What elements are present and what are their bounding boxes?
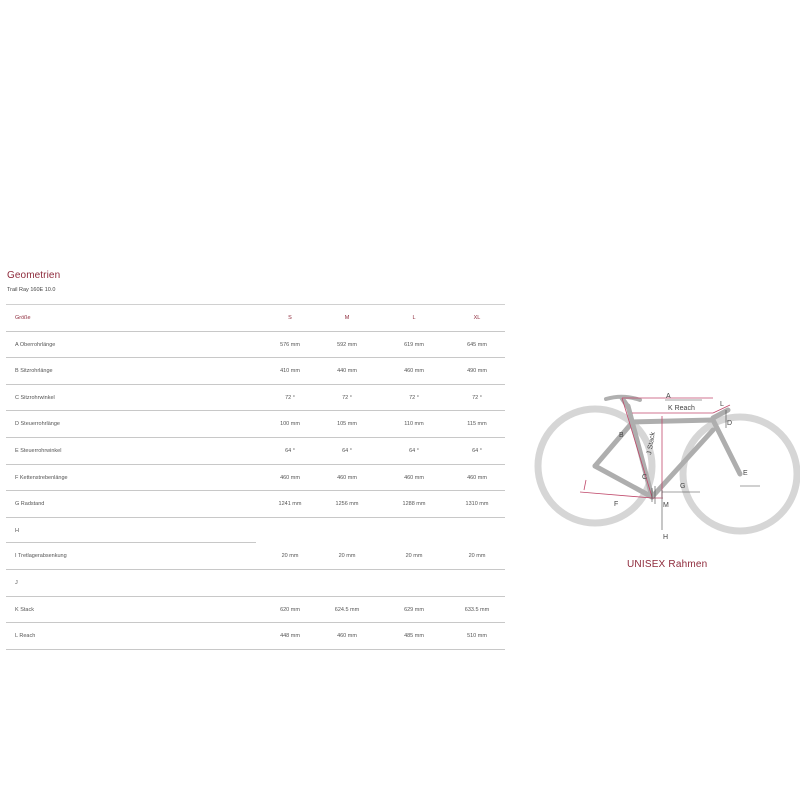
row-label: K Stack bbox=[15, 606, 34, 613]
column-header-xl: XL bbox=[473, 315, 481, 321]
table-row bbox=[6, 385, 505, 412]
table-row bbox=[6, 623, 505, 650]
table-cell: 440 mm bbox=[337, 368, 357, 375]
table-cell: 1256 mm bbox=[335, 501, 359, 508]
label-a: A bbox=[666, 393, 671, 400]
column-header-l: L bbox=[412, 315, 416, 321]
row-label: L Reach bbox=[15, 633, 36, 640]
table-row bbox=[6, 597, 505, 624]
table-cell: 410 mm bbox=[280, 368, 300, 375]
table-cell: 20 mm bbox=[281, 553, 299, 560]
table-cell: 64 ° bbox=[472, 447, 482, 454]
label-g: G bbox=[680, 483, 686, 490]
table-cell: 460 mm bbox=[280, 474, 300, 481]
table-cell: 64 ° bbox=[285, 447, 295, 454]
label-b: B bbox=[619, 432, 624, 439]
table-header-row bbox=[6, 305, 505, 332]
table-cell: 629 mm bbox=[404, 606, 424, 613]
label-reach: K Reach bbox=[668, 405, 695, 412]
table-row bbox=[6, 411, 505, 438]
table-cell: 620 mm bbox=[280, 606, 300, 613]
row-label: D Steuerrohrlänge bbox=[15, 421, 60, 428]
table-row bbox=[6, 438, 505, 465]
column-header-s: S bbox=[288, 315, 292, 321]
table-cell: 110 mm bbox=[404, 421, 424, 428]
bike-geometry-diagram bbox=[530, 380, 800, 550]
table-row bbox=[6, 518, 505, 544]
label-f: F bbox=[614, 501, 619, 508]
row-label: J bbox=[15, 579, 18, 586]
label-m: M bbox=[663, 502, 669, 509]
label-c: C bbox=[642, 474, 648, 481]
table-row bbox=[6, 570, 505, 597]
table-cell: 72 ° bbox=[409, 394, 419, 401]
table-cell: 645 mm bbox=[467, 341, 487, 348]
label-d: D bbox=[727, 420, 733, 427]
geometry-table bbox=[6, 304, 505, 650]
table-cell: 624.5 mm bbox=[334, 606, 360, 613]
table-row bbox=[6, 332, 505, 359]
row-label: A Oberrohrlänge bbox=[15, 341, 56, 348]
row-label: G Radstand bbox=[15, 501, 45, 508]
table-cell: 460 mm bbox=[404, 368, 424, 375]
table-cell: 115 mm bbox=[467, 421, 487, 428]
table-cell: 72 ° bbox=[285, 394, 295, 401]
frame-caption: UNISEX Rahmen bbox=[627, 559, 708, 570]
row-label: I Tretlagerabsenkung bbox=[15, 553, 67, 560]
table-row bbox=[6, 465, 505, 492]
column-header-size: Größe bbox=[15, 315, 31, 321]
label-e: E bbox=[743, 470, 748, 477]
table-cell: 619 mm bbox=[404, 341, 424, 348]
row-label: C Sitzrohrwinkel bbox=[15, 394, 55, 401]
table-cell: 20 mm bbox=[405, 553, 423, 560]
table-cell: 576 mm bbox=[280, 341, 300, 348]
table-cell: 485 mm bbox=[404, 633, 424, 640]
row-label: B Sitzrohrlänge bbox=[15, 368, 53, 375]
table-row bbox=[6, 491, 505, 518]
table-cell: 20 mm bbox=[338, 553, 356, 560]
table-cell: 460 mm bbox=[404, 474, 424, 481]
table-cell: 510 mm bbox=[467, 633, 487, 640]
table-cell: 100 mm bbox=[280, 421, 300, 428]
table-cell: 633.5 mm bbox=[464, 606, 490, 613]
table-cell: 72 ° bbox=[342, 394, 352, 401]
table-cell: 460 mm bbox=[337, 633, 357, 640]
table-cell: 20 mm bbox=[468, 553, 486, 560]
table-cell: 64 ° bbox=[342, 447, 352, 454]
table-cell: 448 mm bbox=[280, 633, 300, 640]
table-cell: 105 mm bbox=[337, 421, 357, 428]
table-cell: 64 ° bbox=[409, 447, 419, 454]
table-cell: 460 mm bbox=[467, 474, 487, 481]
label-l: L bbox=[720, 401, 724, 408]
table-cell: 1241 mm bbox=[278, 501, 302, 508]
row-label: F Kettenstrebenlänge bbox=[15, 474, 68, 481]
table-row bbox=[6, 358, 505, 385]
row-label: E Steuerrohrwinkel bbox=[15, 447, 62, 454]
table-cell: 592 mm bbox=[337, 341, 357, 348]
table-cell: 490 mm bbox=[467, 368, 487, 375]
row-label: H bbox=[15, 527, 19, 534]
column-header-m: M bbox=[344, 315, 350, 321]
label-stack: J Stack bbox=[646, 431, 657, 456]
page-title: Geometrien bbox=[7, 270, 61, 281]
table-cell: 72 ° bbox=[472, 394, 482, 401]
table-cell: 460 mm bbox=[337, 474, 357, 481]
page-subtitle: Trail Ray 160E 10.0 bbox=[7, 287, 56, 293]
table-cell: 1288 mm bbox=[402, 501, 426, 508]
table-row bbox=[6, 543, 505, 570]
table-cell: 1310 mm bbox=[465, 501, 489, 508]
label-h: H bbox=[663, 534, 669, 541]
